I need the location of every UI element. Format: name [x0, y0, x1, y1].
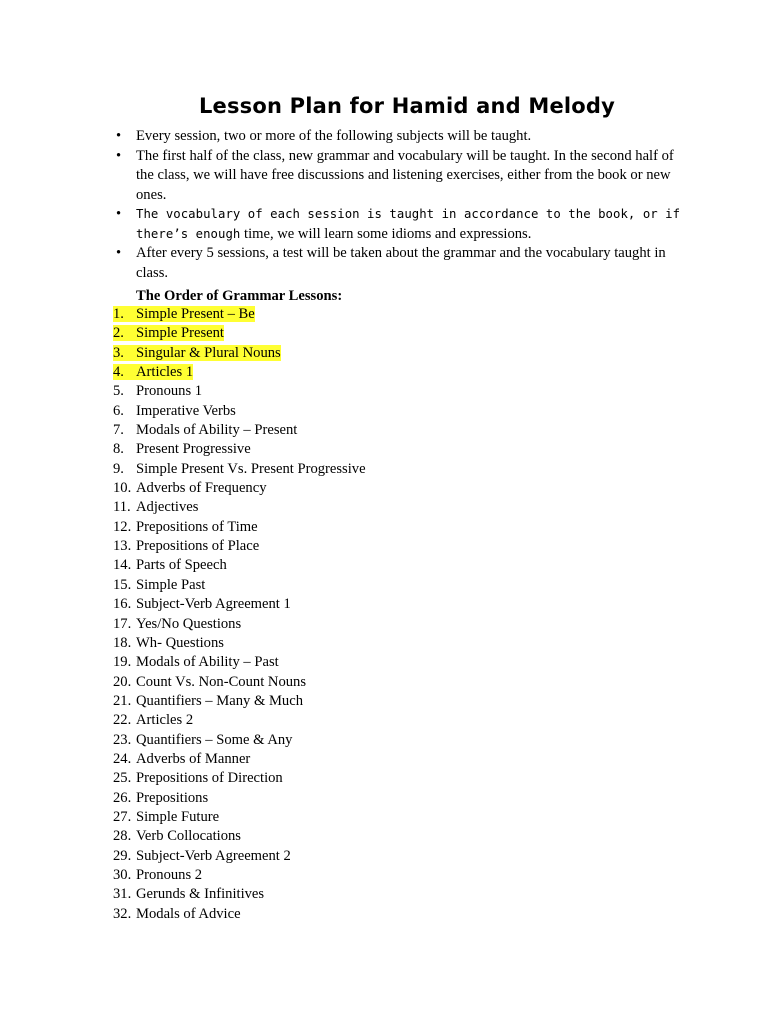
- lesson-entry: [113, 306, 255, 322]
- lesson-item: [113, 421, 366, 440]
- lesson-item: [113, 731, 366, 750]
- lesson-label: Modals of Ability – Past: [136, 654, 279, 671]
- lesson-item: [113, 382, 366, 401]
- lesson-number: 31.: [113, 886, 132, 903]
- lesson-label: Gerunds & Infinitives: [136, 886, 265, 903]
- lesson-entry: [113, 480, 267, 496]
- bullet-text: Every session, two or more of the following subjects will be taught.: [136, 128, 532, 144]
- lesson-number: 11.: [113, 499, 131, 516]
- lesson-number: 13.: [113, 538, 132, 555]
- lesson-item: [113, 595, 366, 614]
- lesson-label: Adjectives: [136, 499, 199, 516]
- bullet-text: After every 5 sessions, a test will be taken about the grammar and the vocabulary taught in class.: [136, 245, 666, 281]
- lesson-entry: [113, 325, 224, 341]
- lesson-label: Wh- Questions: [136, 634, 224, 651]
- lesson-entry: [113, 906, 241, 922]
- lesson-number: 9.: [113, 460, 124, 477]
- lesson-item: [113, 634, 366, 653]
- lesson-item: [113, 653, 366, 672]
- bullet-text-mono: The vocabulary of each session is taught in accordance to the book, or if there’s enough: [136, 207, 681, 241]
- bullet-dot-icon: •: [116, 206, 122, 222]
- lesson-number: 26.: [113, 789, 132, 806]
- lesson-item: [113, 711, 366, 730]
- lesson-item: [113, 344, 366, 363]
- lesson-item: [113, 827, 366, 846]
- lesson-number: 32.: [113, 905, 132, 922]
- lesson-number: 21.: [113, 692, 132, 709]
- lesson-item: [113, 808, 366, 827]
- lesson-entry: [113, 383, 202, 399]
- bullet-text: time, we will learn some idioms and expressions.: [244, 225, 532, 242]
- lesson-number: 25.: [113, 770, 132, 787]
- lesson-label: Singular & Plural Nouns: [136, 344, 281, 361]
- lesson-item: [113, 866, 366, 885]
- lesson-entry: [113, 867, 202, 883]
- lesson-list: [113, 305, 366, 924]
- lesson-entry: [113, 422, 297, 438]
- lesson-item: [113, 692, 366, 711]
- bullet-list: [113, 127, 685, 283]
- lesson-number: 16.: [113, 596, 132, 613]
- lesson-item: [113, 769, 366, 788]
- lesson-entry: [113, 732, 292, 748]
- bullet-item: [113, 127, 685, 147]
- lesson-item: [113, 537, 366, 556]
- bullet-dot-icon: •: [116, 128, 122, 144]
- lesson-label: Pronouns 2: [136, 866, 203, 883]
- lesson-item: [113, 885, 366, 904]
- lesson-number: 2.: [113, 325, 124, 342]
- lesson-item: [113, 363, 366, 382]
- lesson-entry: [113, 557, 227, 573]
- lesson-label: Prepositions: [136, 789, 209, 806]
- lesson-label: Simple Present Vs. Present Progressive: [136, 460, 366, 477]
- lesson-label: Yes/No Questions: [136, 615, 242, 632]
- lesson-item: [113, 789, 366, 808]
- lesson-number: 12.: [113, 518, 132, 535]
- lesson-entry: [113, 616, 241, 632]
- lesson-item: [113, 905, 366, 924]
- lesson-number: 4.: [113, 364, 124, 381]
- lesson-label: Articles 2: [136, 712, 194, 729]
- bullet-dot-icon: •: [116, 245, 122, 261]
- lesson-label: Simple Past: [136, 576, 206, 593]
- lesson-item: [113, 498, 366, 517]
- lesson-item: [113, 402, 366, 421]
- lesson-entry: [113, 635, 224, 651]
- lesson-label: Simple Future: [136, 808, 220, 825]
- lesson-label: Modals of Ability – Present: [136, 422, 298, 439]
- lesson-entry: [113, 596, 291, 612]
- lesson-label: Modals of Advice: [136, 905, 241, 922]
- lesson-label: Prepositions of Direction: [136, 770, 283, 787]
- bullet-item: [113, 244, 685, 283]
- lesson-entry: [113, 809, 219, 825]
- lesson-entry: [113, 674, 306, 690]
- lesson-label: Simple Present: [136, 325, 224, 342]
- lesson-item: [113, 556, 366, 575]
- lesson-label: Present Progressive: [136, 441, 251, 458]
- lesson-label: Simple Present – Be: [136, 306, 255, 322]
- lesson-label: Count Vs. Non-Count Nouns: [136, 673, 307, 690]
- lesson-label: Adverbs of Frequency: [136, 480, 267, 497]
- bullet-dot-icon: •: [116, 147, 122, 164]
- lesson-item: [113, 847, 366, 866]
- bullet-text: The first half of the class, new grammar and vocabulary will be taught. In the second half of the class, we will have free discussions and listening exercises, either from the book or new ones.: [136, 147, 674, 203]
- lesson-item: [113, 460, 366, 479]
- lesson-label: Articles 1: [136, 364, 194, 381]
- lesson-number: 5.: [113, 383, 124, 400]
- lesson-entry: [113, 538, 259, 554]
- lesson-number: 1.: [113, 306, 124, 322]
- lesson-number: 10.: [113, 480, 132, 497]
- lesson-entry: [113, 364, 193, 380]
- lesson-entry: [113, 828, 241, 844]
- lesson-entry: [113, 886, 264, 902]
- lesson-entry: [113, 403, 236, 419]
- lesson-item: [113, 518, 366, 537]
- lessons-heading: The Order of Grammar Lessons:: [136, 288, 343, 304]
- lesson-entry: [113, 848, 291, 864]
- lesson-entry: [113, 577, 205, 593]
- lesson-entry: [113, 770, 283, 786]
- lesson-item: [113, 750, 366, 769]
- lesson-label: Quantifiers – Many & Much: [136, 692, 303, 709]
- lesson-label: Pronouns 1: [136, 383, 203, 400]
- lesson-label: Verb Collocations: [136, 828, 241, 845]
- lesson-label: Quantifiers – Some & Any: [136, 731, 293, 748]
- lesson-number: 17.: [113, 615, 132, 632]
- lesson-number: 8.: [113, 441, 124, 458]
- lesson-item: [113, 440, 366, 459]
- lesson-label: Prepositions of Time: [136, 518, 258, 535]
- lesson-number: 3.: [113, 344, 124, 361]
- lesson-number: 30.: [113, 866, 132, 883]
- lesson-number: 20.: [113, 673, 132, 690]
- page-title: Lesson Plan for Hamid and Melody: [198, 94, 616, 118]
- lesson-entry: [113, 441, 251, 457]
- lesson-number: 24.: [113, 750, 132, 767]
- lesson-entry: [113, 790, 208, 806]
- lesson-item: [113, 305, 366, 324]
- lesson-entry: [113, 345, 281, 361]
- lesson-label: Parts of Speech: [136, 557, 227, 574]
- lesson-number: 23.: [113, 731, 132, 748]
- lesson-number: 19.: [113, 654, 132, 671]
- lesson-entry: [113, 654, 279, 670]
- lesson-label: Subject-Verb Agreement 2: [136, 847, 291, 864]
- lesson-number: 22.: [113, 712, 132, 729]
- lesson-entry: [113, 519, 258, 535]
- lesson-entry: [113, 499, 198, 515]
- lesson-label: Prepositions of Place: [136, 538, 260, 555]
- lesson-entry: [113, 693, 303, 709]
- lesson-item: [113, 673, 366, 692]
- lesson-label: Adverbs of Manner: [136, 750, 251, 767]
- lesson-number: 27.: [113, 808, 132, 825]
- lesson-entry: [113, 751, 250, 767]
- lesson-number: 18.: [113, 634, 132, 651]
- lesson-label: Subject-Verb Agreement 1: [136, 596, 291, 613]
- lesson-item: [113, 576, 366, 595]
- lesson-label: Imperative Verbs: [136, 402, 236, 419]
- lesson-number: 6.: [113, 402, 124, 419]
- lesson-item: [113, 324, 366, 343]
- lesson-number: 29.: [113, 847, 132, 864]
- bullet-item: [113, 147, 685, 206]
- lesson-entry: [113, 461, 366, 477]
- lesson-number: 15.: [113, 576, 132, 593]
- lesson-item: [113, 615, 366, 634]
- lesson-entry: [113, 712, 193, 728]
- lesson-number: 14.: [113, 557, 132, 574]
- lesson-item: [113, 479, 366, 498]
- lesson-number: 7.: [113, 422, 124, 439]
- lesson-number: 28.: [113, 828, 132, 845]
- bullet-item: [113, 205, 685, 244]
